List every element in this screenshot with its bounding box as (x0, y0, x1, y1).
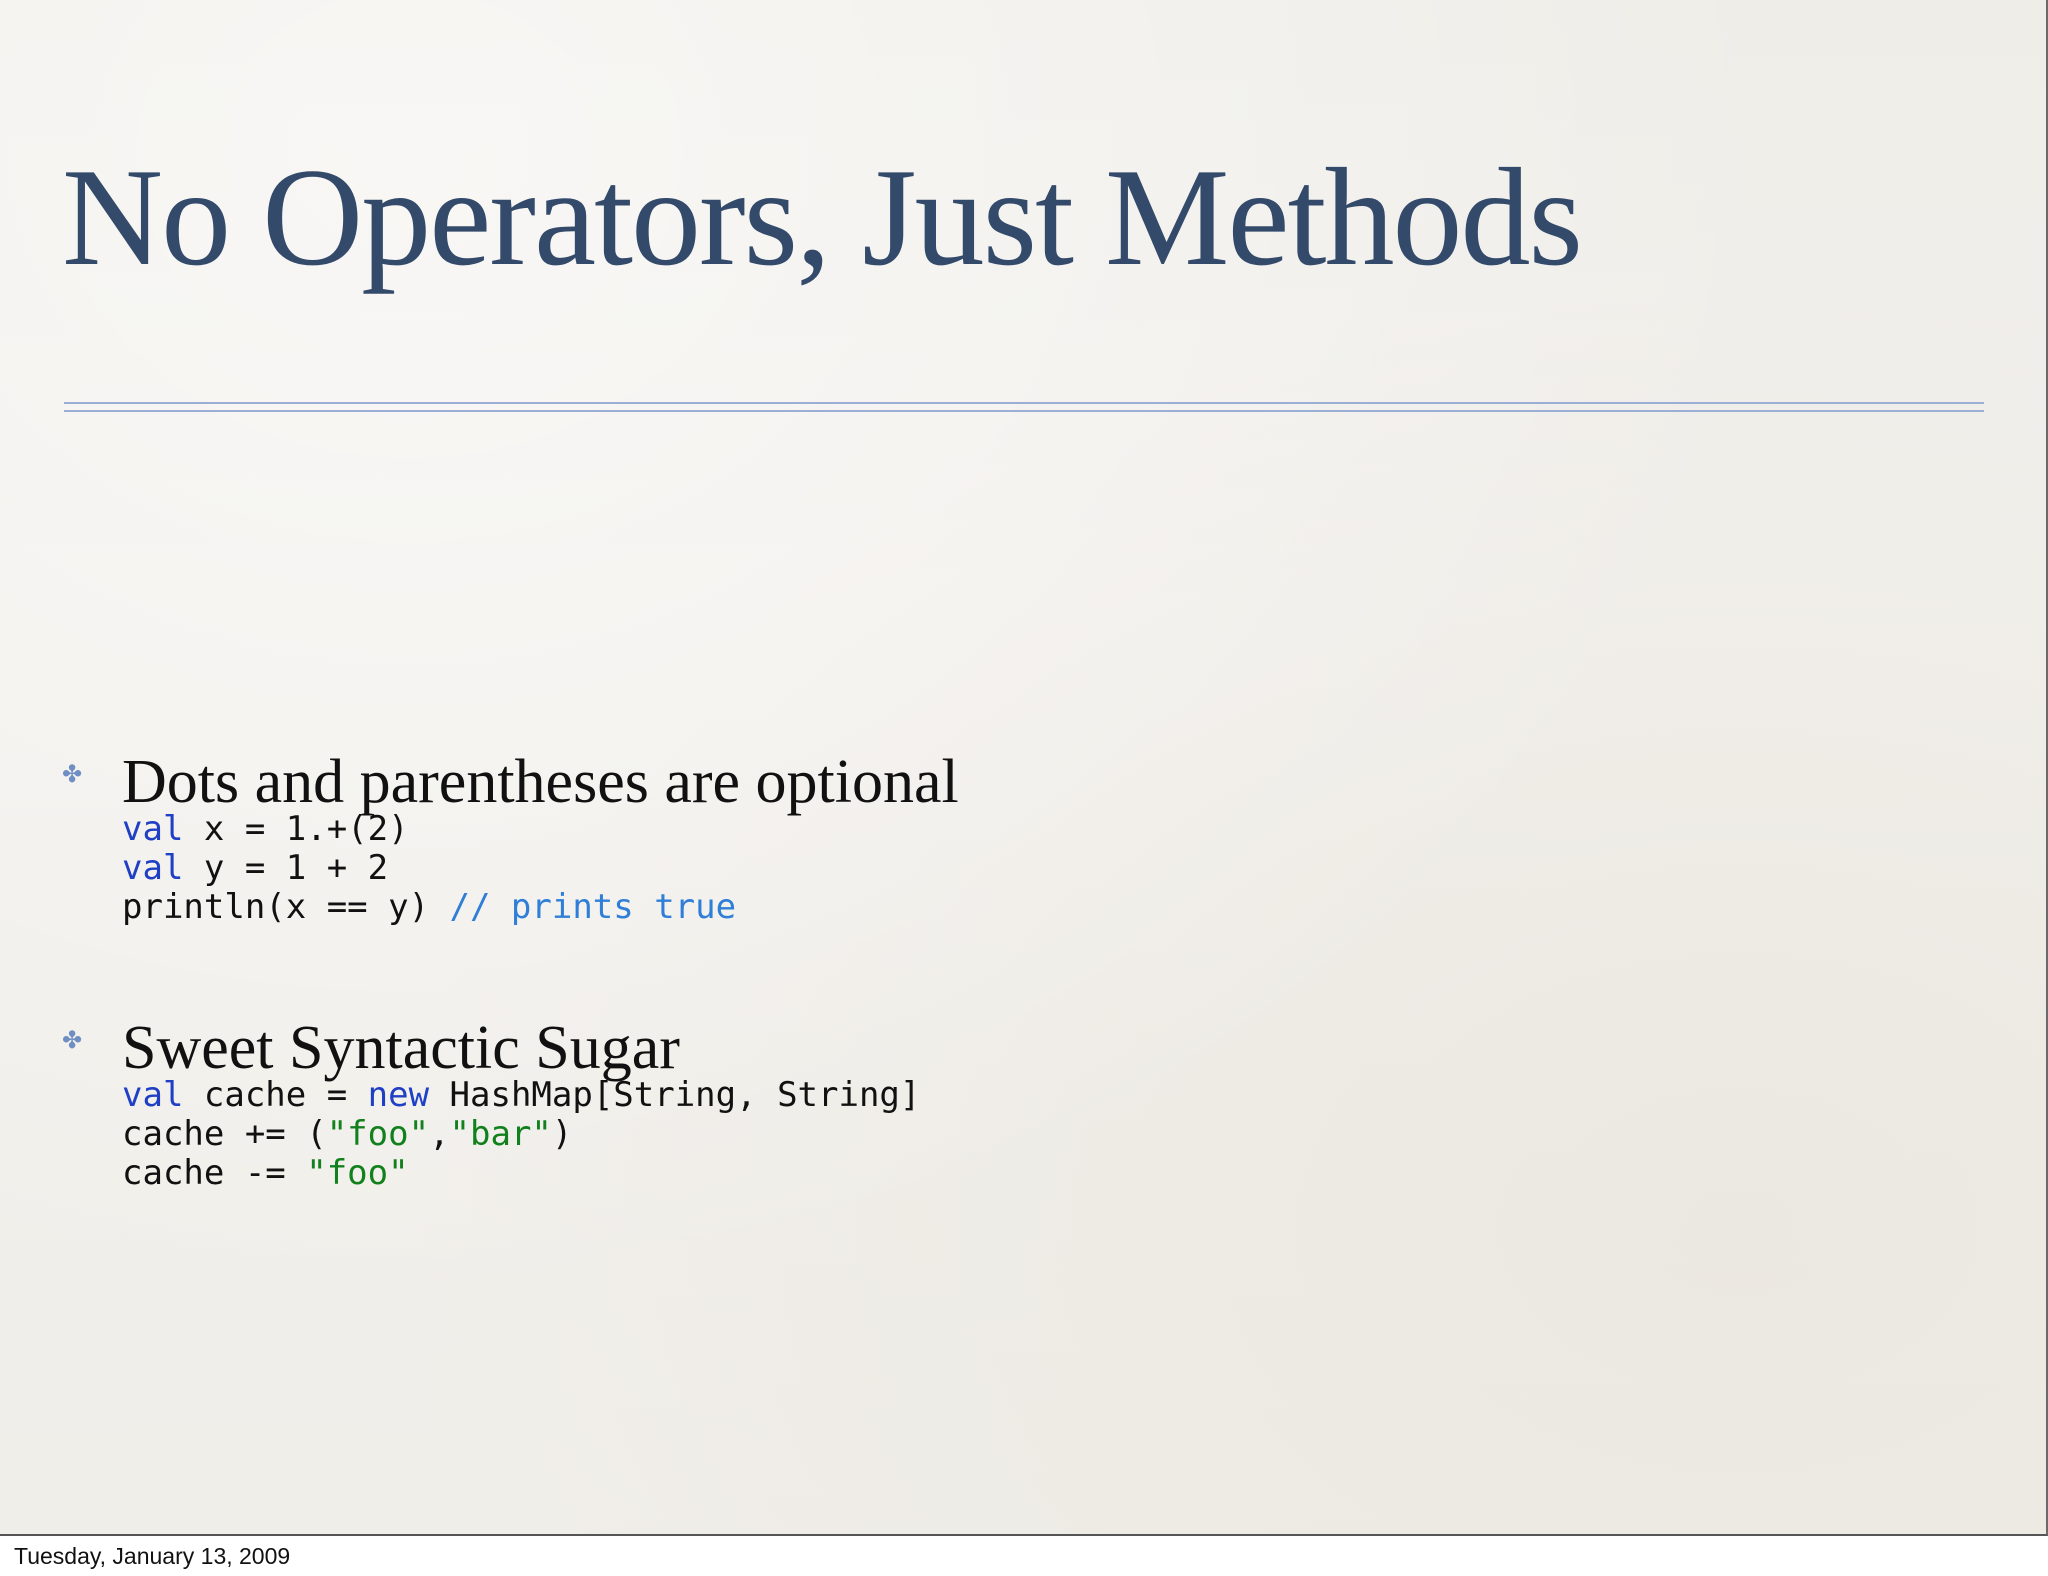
code-line (122, 1076, 920, 1115)
code-sample (122, 810, 736, 927)
code-text: , (429, 1114, 450, 1154)
bullet-text: Dots and parentheses are optional (122, 748, 959, 816)
code-text: cache -= (122, 1153, 307, 1193)
fleuron-bullet-icon: ✤ (62, 760, 83, 788)
code-text: println(x == y) (122, 887, 450, 927)
code-string: "foo" (306, 1153, 409, 1193)
code-string: "bar" (449, 1114, 552, 1154)
code-string: "foo" (326, 1114, 430, 1154)
print-date-footer: Tuesday, January 13, 2009 (14, 1543, 291, 1569)
code-line (122, 810, 736, 849)
code-line (122, 1115, 920, 1154)
code-sample (122, 1076, 920, 1193)
code-comment: // prints true (449, 887, 737, 927)
code-text: x = 1.+(2) (183, 809, 409, 849)
slide-title: No Operators, Just Methods (62, 140, 1581, 295)
code-text: HashMap[String, String] (429, 1075, 921, 1115)
fleuron-bullet-icon: ✤ (62, 1026, 83, 1054)
code-keyword: val (122, 809, 184, 849)
code-keyword: val (122, 1075, 184, 1115)
code-keyword: new (367, 1075, 430, 1115)
code-text: cache += ( (122, 1114, 327, 1154)
code-line (122, 888, 736, 927)
code-text: cache = (183, 1075, 368, 1115)
code-line (122, 1154, 920, 1193)
code-line (122, 849, 736, 888)
title-divider-top (64, 402, 1984, 404)
code-keyword: val (122, 848, 184, 888)
bullet-text: Sweet Syntactic Sugar (122, 1014, 680, 1082)
code-text: ) (551, 1114, 573, 1154)
code-text: y = 1 + 2 (183, 848, 389, 888)
title-divider-bottom (64, 410, 1984, 412)
